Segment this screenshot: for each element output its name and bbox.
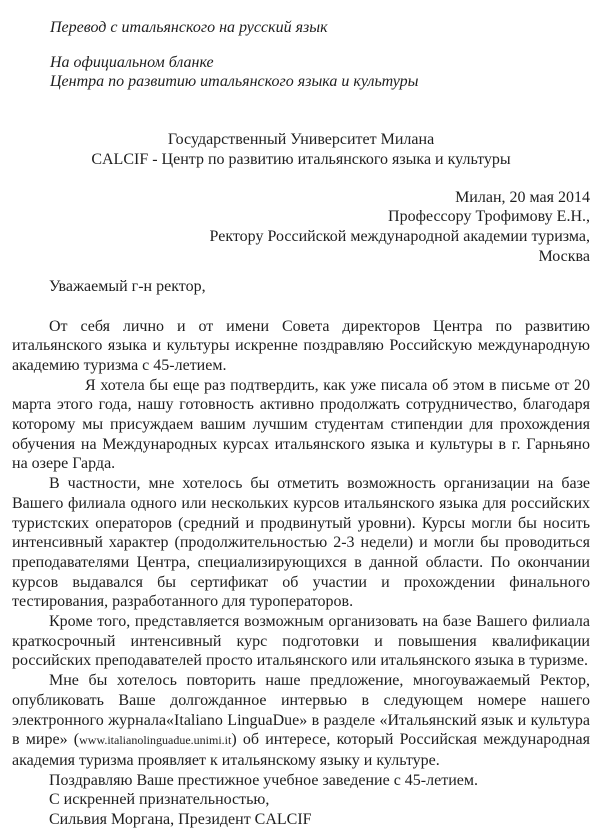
recipient-city: Москва — [538, 247, 590, 265]
letter-place-date: Милан, 20 мая 2014 — [455, 188, 590, 206]
recipient-title: Ректору Российской международной академии туризма, — [209, 227, 590, 245]
paragraph-congratulation: От себя лично и от имени Совета директоров Центра по развитию итальянского языка и культуры искренне поздравляю Российскую международную академию туризма с 45-летием. — [12, 317, 590, 374]
letter-body — [12, 317, 590, 830]
letterhead-note-line-2: Центра по развитию итальянского языка и культуры — [50, 73, 419, 91]
letterhead-note — [12, 53, 590, 92]
organization-name: Государственный Университет Милана — [167, 131, 435, 149]
signature-line: Сильвия Моргана, Президент CALCIF — [49, 811, 312, 829]
closing-line: С искренней признательностью, — [49, 791, 270, 809]
paragraph-interview-text-before-url: Мне бы хотелось повторить наше предложение, многоуважаемый Ректор, опубликовать Ваше долгожданное интервью в следующем номере нашего электронного журнала«Italiano LinguaDue» в разделе «Итальянский язык и культура в мире» ( — [12, 672, 590, 749]
paragraph-training: Кроме того, представляется возможным организовать на базе Вашего филиала краткосрочный интенсивный курс подготовки и повышения квалификации российских преподавателей просто итальянского или итальянского языка в туризме. — [12, 613, 590, 670]
journal-url: www.italianolinguadue.unimi.it — [79, 733, 232, 748]
translation-note: Перевод с итальянского на русский язык — [50, 19, 328, 36]
congratulation-line: Поздравляю Ваше престижное учебное заведение с 45-летием. — [49, 771, 478, 789]
greeting-line: Уважаемый г-н ректор, — [49, 278, 206, 296]
paragraph-interview-text-after-url: ) об интересе, который Российская международная академия туризма проявляет к итальянскому языку и культуре. — [12, 731, 590, 769]
paragraph-courses: В частности, мне хотелось бы отметить возможность организации на базе Вашего филиала одного или нескольких курсов итальянского языка для российских туристских операторов (средний и продвинутый уровни). Курсы могли бы носить интенсивный характер (продолжительностью 2-3 недели) и могли бы проводиться преподавателями Центра, специализирующихся в данной области. По окончании курсов выдавался бы сертификат об участии и прохождении финального тестирования, разработанного для туроператоров. — [12, 475, 590, 611]
address-block — [12, 188, 590, 267]
paragraph-interview-proposal — [12, 671, 590, 771]
organization-heading — [12, 130, 590, 169]
paragraph-cooperation: Я хотела бы еще раз подтвердить, как уже писала об этом в письме от 20 марта этого года, нашу готовность активно продолжать сотрудничество, благодаря которому мы присуждаем вашим лучшим студентам стипендии для прохождения обучения на Международных курсах итальянского языка и культуры в г. Гарньяно на озере Гарда. — [12, 376, 590, 473]
recipient-name: Профессору Трофимову Е.Н., — [388, 208, 590, 226]
organization-center-name: CALCIF - Центр по развитию итальянского языка и культуры — [91, 150, 511, 168]
letterhead-note-line-1: На официальном бланке — [50, 53, 214, 71]
